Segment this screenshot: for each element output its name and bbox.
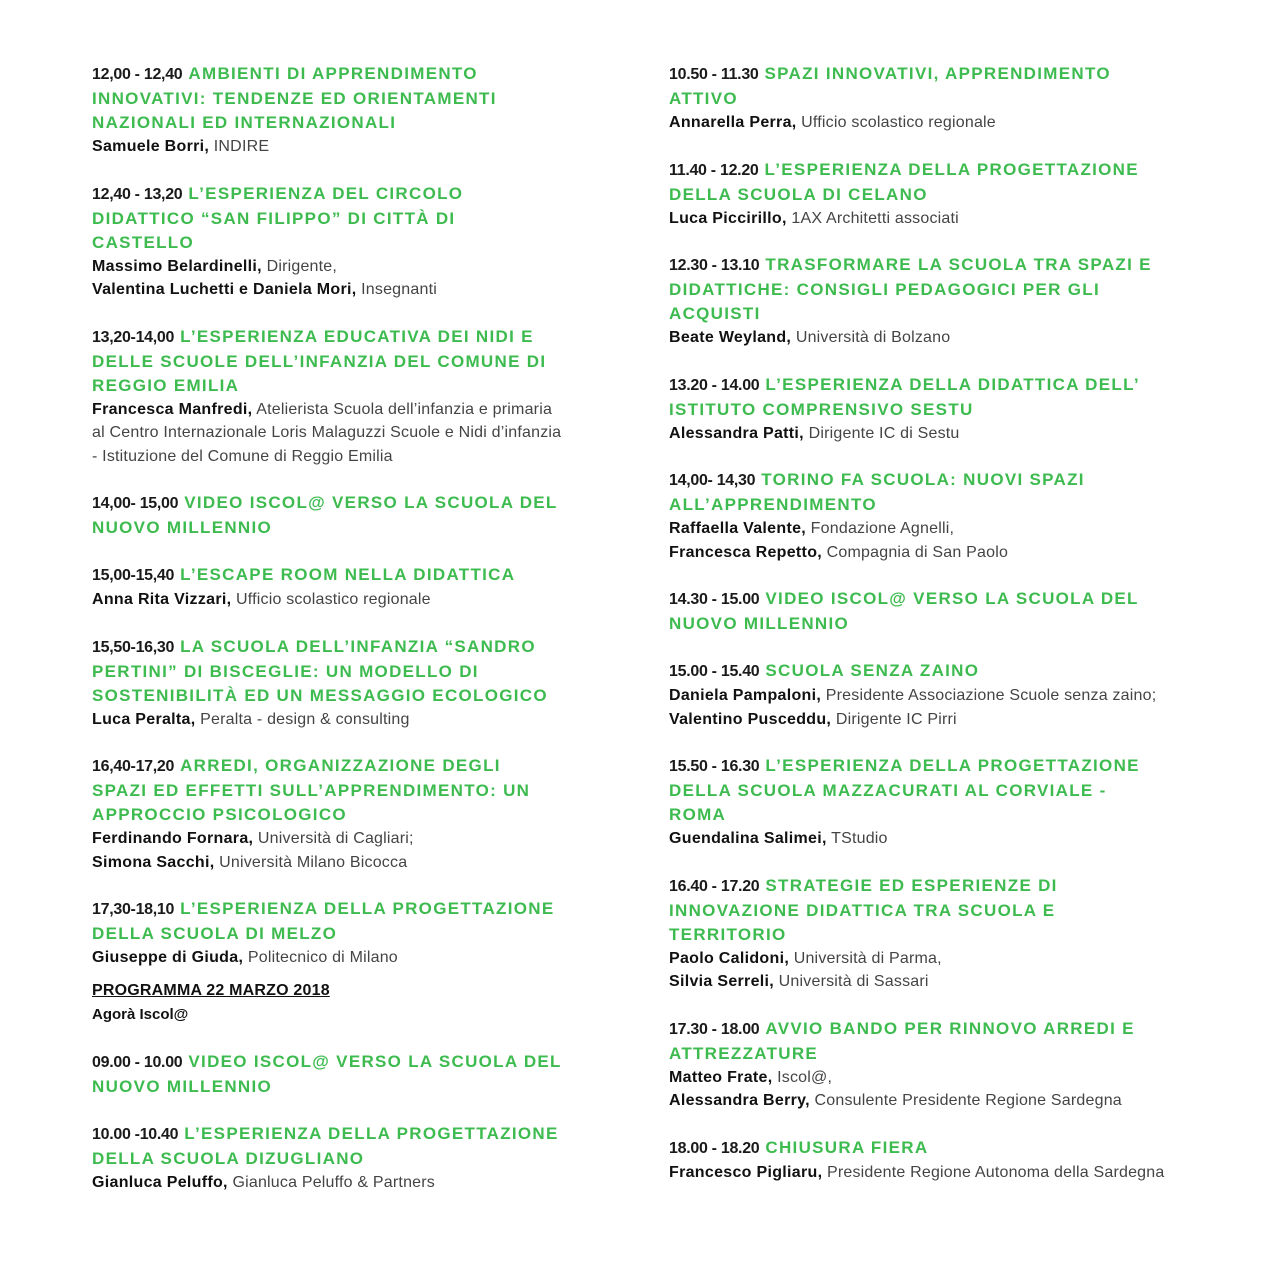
entry-title: VIDEO ISCOL@ VERSO LA SCUOLA DEL NUOVO MILLENNIO bbox=[669, 589, 1139, 633]
speaker-line bbox=[92, 851, 562, 875]
entry-heading bbox=[669, 468, 1169, 517]
entry-time: 13.20 - 14.00 bbox=[669, 376, 760, 394]
speaker-name: Beate Weyland, bbox=[669, 329, 792, 346]
speaker-line bbox=[92, 946, 562, 970]
speaker-affiliation: INDIRE bbox=[209, 138, 270, 155]
speaker-name: Ferdinando Fornara, bbox=[92, 830, 254, 847]
speaker-line bbox=[669, 1089, 1169, 1113]
speaker-affiliation: Politecnico di Milano bbox=[243, 949, 398, 966]
schedule-entry bbox=[669, 158, 1169, 231]
entry-title: SCUOLA SENZA ZAINO bbox=[765, 661, 980, 680]
schedule-entry bbox=[92, 491, 562, 540]
speaker-affiliation: Università Milano Bicocca bbox=[214, 853, 408, 871]
speaker-name: Raffaella Valente, bbox=[669, 520, 807, 537]
schedule-entry bbox=[92, 325, 562, 469]
speaker-affiliation: Dirigente IC di Sestu bbox=[803, 424, 960, 442]
entry-heading bbox=[669, 158, 1169, 207]
schedule-entry bbox=[669, 659, 1169, 731]
schedule-entry bbox=[92, 635, 562, 732]
program-venue: Agorà Iscol@ bbox=[92, 1005, 189, 1023]
schedule-entry bbox=[669, 253, 1169, 350]
speaker-affiliation: Università di Parma, bbox=[789, 949, 942, 967]
speaker-name: Silvia Serreli, bbox=[669, 973, 775, 990]
entry-time: 16.40 - 17.20 bbox=[669, 877, 760, 895]
entry-time: 10.00 -10.40 bbox=[92, 1125, 179, 1143]
speaker-line bbox=[669, 708, 1169, 732]
entry-heading bbox=[92, 754, 562, 827]
speaker-affiliation: Fondazione Agnelli, bbox=[806, 520, 955, 537]
speaker-affiliation: Compagnia di San Paolo bbox=[822, 543, 1009, 561]
speaker-name: Paolo Calidoni, bbox=[669, 949, 790, 967]
entry-time: 16,40-17,20 bbox=[92, 758, 175, 775]
entry-time: 12.30 - 13.10 bbox=[669, 257, 760, 274]
speaker-affiliation: Peralta - design & consulting bbox=[195, 710, 410, 728]
speaker-affiliation: Ufficio scolastico regionale bbox=[231, 591, 431, 608]
entry-title: L’ESPERIENZA DELLA PROGETTAZIONE DELLA SCUOLA DI MELZO bbox=[92, 899, 555, 943]
speaker-line bbox=[92, 398, 562, 469]
schedule-entry bbox=[92, 754, 562, 874]
schedule-entry bbox=[669, 874, 1169, 994]
speaker-line bbox=[669, 1066, 1169, 1090]
speaker-line bbox=[669, 1161, 1169, 1185]
entry-heading bbox=[669, 373, 1169, 422]
speaker-affiliation: Presidente Regione Autonoma della Sardegna bbox=[822, 1163, 1165, 1181]
speaker-line bbox=[669, 207, 1169, 231]
schedule-entry bbox=[669, 62, 1169, 135]
speaker-name: Francesca Repetto, bbox=[669, 543, 823, 561]
entry-title: AVVIO BANDO PER RINNOVO ARREDI E ATTREZZATURE bbox=[669, 1018, 1135, 1063]
speaker-name: Francesca Manfredi, bbox=[92, 400, 253, 418]
speaker-line bbox=[92, 278, 562, 302]
schedule-entry bbox=[92, 1122, 562, 1195]
speaker-name: Luca Peralta, bbox=[92, 710, 196, 728]
schedule-entry bbox=[92, 62, 562, 159]
entry-time: 09.00 - 10.00 bbox=[92, 1053, 183, 1071]
entry-heading bbox=[92, 62, 562, 135]
speaker-line bbox=[92, 588, 562, 612]
entry-time: 15.00 - 15.40 bbox=[669, 663, 760, 680]
speaker-name: Samuele Borri, bbox=[92, 138, 210, 155]
speaker-line bbox=[92, 827, 562, 851]
entry-title: L’ESPERIENZA DELLA PROGETTAZIONE DELLA SCUOLA DI CELANO bbox=[669, 159, 1139, 204]
speaker-affiliation: Gianluca Peluffo & Partners bbox=[227, 1173, 435, 1191]
speaker-name: Giuseppe di Giuda, bbox=[92, 949, 244, 966]
entry-heading bbox=[92, 325, 562, 398]
entry-heading bbox=[669, 62, 1169, 111]
entry-time: 17,30-18,10 bbox=[92, 901, 175, 918]
speaker-line bbox=[669, 422, 1169, 446]
entry-time: 12,00 - 12,40 bbox=[92, 66, 183, 83]
speaker-affiliation: Università di Bolzano bbox=[791, 329, 951, 346]
entry-time: 14,00- 14,30 bbox=[669, 472, 756, 489]
entry-title: AMBIENTI DI APPRENDIMENTO INNOVATIVI: TENDENZE ED ORIENTAMENTI NAZIONALI ED INTERNAZIONALI bbox=[92, 64, 497, 132]
speaker-name: Matteo Frate, bbox=[669, 1068, 773, 1086]
schedule-entry bbox=[92, 1050, 562, 1099]
entry-title: VIDEO ISCOL@ VERSO LA SCUOLA DEL NUOVO MILLENNIO bbox=[92, 493, 558, 537]
speaker-name: Alessandra Patti, bbox=[669, 424, 804, 442]
entry-title: L’ESPERIENZA DEL CIRCOLO DIDATTICO “SAN FILIPPO” DI CITTÀ DI CASTELLO bbox=[92, 183, 464, 252]
speaker-line bbox=[92, 135, 562, 159]
entry-title: TRASFORMARE LA SCUOLA TRA SPAZI E DIDATTICHE: CONSIGLI PEDAGOGICI PER GLI ACQUISTI bbox=[669, 255, 1152, 323]
program-date-title: PROGRAMMA 22 MARZO 2018 bbox=[92, 981, 330, 999]
schedule-entry bbox=[92, 897, 562, 970]
speaker-line bbox=[669, 684, 1169, 708]
entry-title: L’ESPERIENZA DELLA DIDATTICA DELL’ ISTITUTO COMPRENSIVO SESTU bbox=[669, 374, 1139, 419]
entry-time: 15.50 - 16.30 bbox=[669, 758, 760, 775]
entry-heading bbox=[92, 1122, 562, 1171]
speaker-line bbox=[669, 326, 1169, 350]
schedule-entry bbox=[92, 563, 562, 612]
speaker-name: Anna Rita Vizzari, bbox=[92, 591, 232, 608]
schedule-entry bbox=[669, 1136, 1169, 1185]
speaker-name: Simona Sacchi, bbox=[92, 853, 215, 871]
entry-time: 10.50 - 11.30 bbox=[669, 66, 759, 83]
entry-title: L’ESCAPE ROOM NELLA DIDATTICA bbox=[180, 565, 516, 584]
speaker-affiliation: TStudio bbox=[826, 830, 888, 847]
entry-heading bbox=[669, 253, 1169, 326]
speaker-line bbox=[92, 255, 562, 279]
speaker-affiliation: Dirigente, bbox=[261, 257, 338, 275]
entry-title: LA SCUOLA DELL’INFANZIA “SANDRO PERTINI” DI BISCEGLIE: UN MODELLO DI SOSTENIBILITÀ ED UN MESSAGGIO ECOLOGICO bbox=[92, 636, 548, 705]
program-day-header bbox=[92, 979, 562, 1027]
entry-heading bbox=[669, 1136, 1169, 1161]
entry-heading bbox=[92, 635, 562, 708]
entry-heading bbox=[669, 754, 1169, 827]
entry-title: L’ESPERIENZA EDUCATIVA DEI NIDI E DELLE SCUOLE DELL’INFANZIA DEL COMUNE DI REGGIO EMILIA bbox=[92, 326, 547, 395]
speaker-affiliation: Atelierista Scuola dell’infanzia e primaria al Centro Internazionale Loris Malaguzzi Scuole e Nidi d’infanzia - Istituzione del Comune di Reggio Emilia bbox=[92, 400, 562, 465]
speaker-affiliation: Università di Cagliari; bbox=[253, 830, 414, 847]
speaker-line bbox=[669, 541, 1169, 565]
speaker-name: Valentino Pusceddu, bbox=[669, 710, 832, 728]
speaker-affiliation: Iscol@, bbox=[772, 1068, 833, 1086]
entry-title: TORINO FA SCUOLA: NUOVI SPAZI ALL’APPRENDIMENTO bbox=[669, 470, 1085, 514]
speaker-name: Francesco Pigliaru, bbox=[669, 1163, 823, 1181]
schedule-entry bbox=[669, 587, 1169, 636]
entry-title: ARREDI, ORGANIZZAZIONE DEGLI SPAZI ED EFFETTI SULL’APPRENDIMENTO: UN APPROCCIO PSICOLOGICO bbox=[92, 756, 531, 824]
entry-title: CHIUSURA FIERA bbox=[765, 1137, 929, 1157]
speaker-line bbox=[669, 517, 1169, 541]
schedule-entry bbox=[669, 373, 1169, 446]
speaker-affiliation: Università di Sassari bbox=[774, 973, 929, 990]
speaker-name: Annarella Perra, bbox=[669, 114, 797, 131]
speaker-name: Daniela Pampaloni, bbox=[669, 687, 822, 704]
entry-heading bbox=[669, 1017, 1169, 1066]
speaker-affiliation: Consulente Presidente Regione Sardegna bbox=[809, 1092, 1122, 1109]
speaker-name: Massimo Belardinelli, bbox=[92, 257, 262, 275]
speaker-affiliation: Insegnanti bbox=[356, 281, 437, 298]
speaker-affiliation: Dirigente IC Pirri bbox=[831, 710, 957, 728]
entry-time: 14,00- 15,00 bbox=[92, 495, 179, 512]
speaker-name: Luca Piccirillo, bbox=[669, 209, 787, 227]
entry-heading bbox=[92, 491, 562, 540]
speaker-name: Gianluca Peluffo, bbox=[92, 1173, 228, 1191]
entry-heading bbox=[92, 563, 562, 588]
left-column bbox=[92, 62, 562, 1217]
entry-heading bbox=[669, 587, 1169, 636]
schedule-entry bbox=[669, 1017, 1169, 1113]
entry-time: 11.40 - 12.20 bbox=[669, 161, 759, 179]
speaker-line bbox=[92, 708, 562, 732]
entry-time: 15,50-16,30 bbox=[92, 638, 175, 656]
right-column bbox=[669, 62, 1169, 1207]
speaker-line bbox=[669, 970, 1169, 994]
entry-time: 13,20-14,00 bbox=[92, 328, 175, 346]
entry-heading bbox=[92, 897, 562, 946]
entry-title: L’ESPERIENZA DELLA PROGETTAZIONE DELLA SCUOLA MAZZACURATI AL CORVIALE - ROMA bbox=[669, 756, 1140, 824]
speaker-line bbox=[669, 827, 1169, 851]
entry-heading bbox=[669, 659, 1169, 684]
entry-title: SPAZI INNOVATIVI, APPRENDIMENTO ATTIVO bbox=[669, 64, 1111, 108]
speaker-line bbox=[669, 947, 1169, 971]
entry-title: VIDEO ISCOL@ VERSO LA SCUOLA DEL NUOVO MILLENNIO bbox=[92, 1051, 562, 1096]
speaker-affiliation: Presidente Associazione Scuole senza zaino; bbox=[821, 687, 1157, 704]
speaker-affiliation: 1AX Architetti associati bbox=[786, 209, 959, 227]
entry-heading bbox=[92, 182, 562, 255]
speaker-affiliation: Ufficio scolastico regionale bbox=[796, 114, 996, 131]
schedule-entry bbox=[669, 754, 1169, 851]
speaker-name: Valentina Luchetti e Daniela Mori, bbox=[92, 281, 357, 298]
speaker-name: Alessandra Berry, bbox=[669, 1092, 810, 1109]
schedule-entry bbox=[92, 182, 562, 302]
entry-title: STRATEGIE ED ESPERIENZE DI INNOVAZIONE DIDATTICA TRA SCUOLA E TERRITORIO bbox=[669, 875, 1058, 944]
entry-time: 17.30 - 18.00 bbox=[669, 1020, 760, 1038]
entry-time: 14.30 - 15.00 bbox=[669, 591, 760, 608]
entry-time: 18.00 - 18.20 bbox=[669, 1139, 760, 1157]
entry-heading bbox=[92, 1050, 562, 1099]
entry-heading bbox=[669, 874, 1169, 947]
entry-time: 12,40 - 13,20 bbox=[92, 185, 183, 203]
speaker-name: Guendalina Salimei, bbox=[669, 830, 827, 847]
entry-title: L’ESPERIENZA DELLA PROGETTAZIONE DELLA SCUOLA DIZUGLIANO bbox=[92, 1123, 559, 1168]
entry-time: 15,00-15,40 bbox=[92, 567, 175, 584]
schedule-entry bbox=[669, 468, 1169, 564]
speaker-line bbox=[92, 1171, 562, 1195]
speaker-line bbox=[669, 111, 1169, 135]
